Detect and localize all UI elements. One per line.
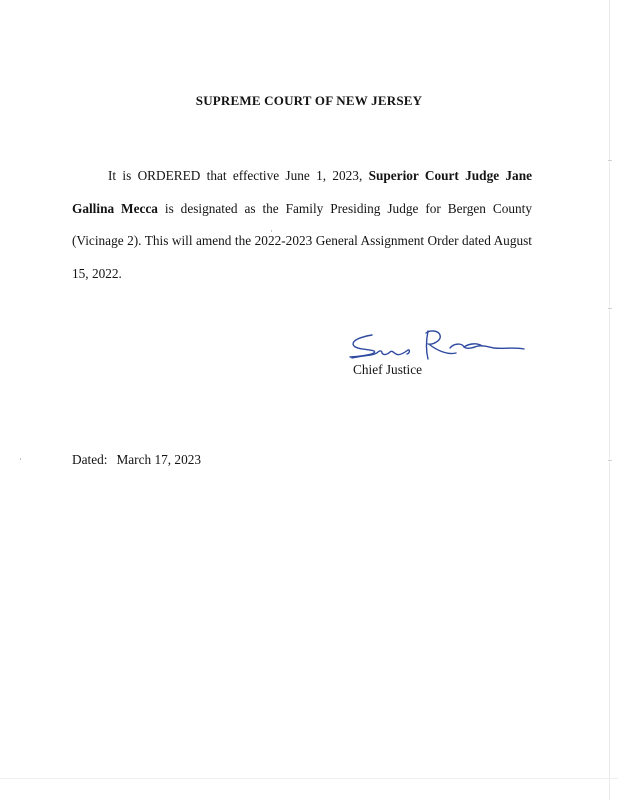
scan-edge-mark	[608, 160, 612, 161]
order-paragraph	[72, 160, 532, 290]
scan-edge-mark	[608, 460, 612, 461]
scan-speck	[271, 230, 272, 232]
order-text-part2: is designated as the Family Presiding Judge for Bergen County (Vicinage 2). This will amend the 2022-2023 General Assignment Order dated August 15, 2022.	[72, 200, 532, 281]
signature-drawing	[344, 325, 534, 367]
judge-title-bold: Superior Court Judge Jane	[368, 168, 533, 183]
dated-label: Dated:	[72, 452, 108, 467]
dated-date: March 17, 2023	[116, 452, 202, 467]
signatory-title: Chief Justice	[353, 362, 423, 377]
judge-name-bold: Gallina Mecca	[72, 200, 158, 216]
scan-bottom-line	[0, 778, 618, 779]
handwritten-signature	[344, 325, 534, 367]
scan-edge-mark	[608, 308, 612, 309]
scan-speck	[20, 458, 21, 460]
court-title: SUPREME COURT OF NEW JERSEY	[195, 93, 423, 108]
order-text-part1: It is ORDERED that effective June 1, 2023,	[108, 168, 369, 183]
dated-line	[72, 452, 201, 468]
scan-edge-line	[609, 0, 610, 800]
